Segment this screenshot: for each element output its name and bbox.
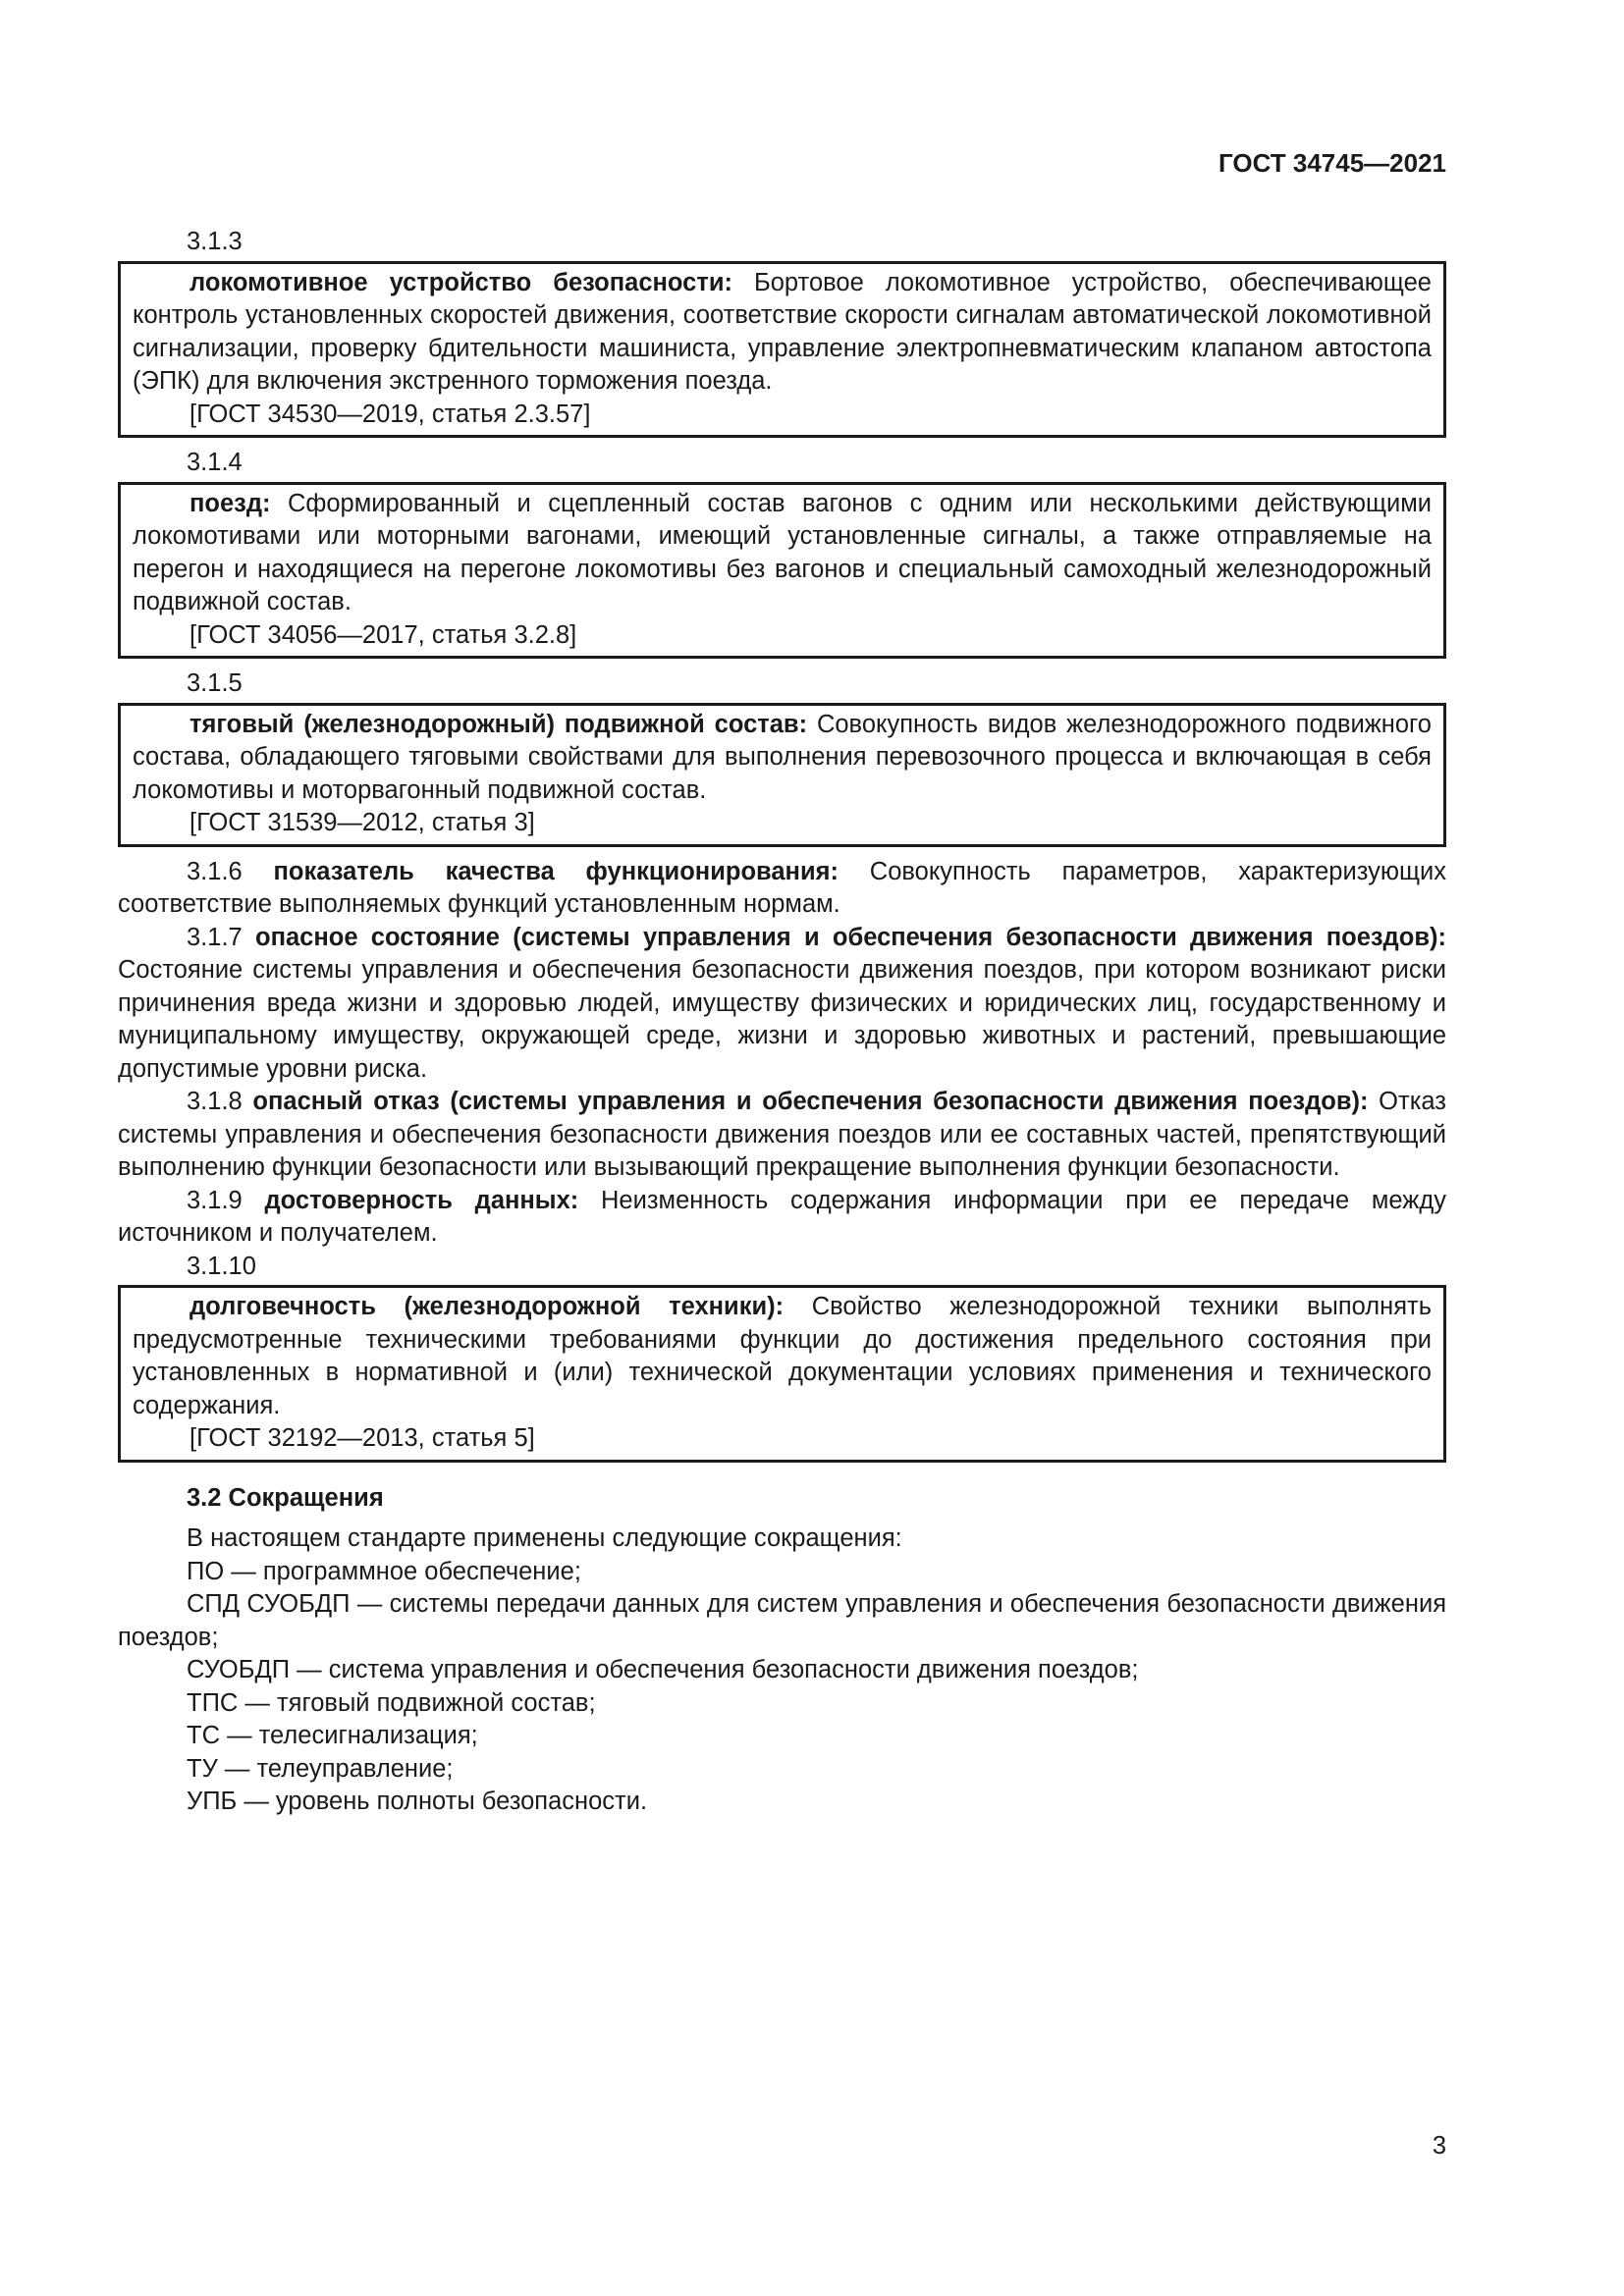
abbreviation-item: СУОБДП — система управления и обеспечения безопасности движения поездов; xyxy=(187,1656,1139,1683)
term-name: опасное состояние (системы управления и обеспечения безопасности движения поездов): xyxy=(255,923,1446,951)
term-box xyxy=(118,703,1446,847)
term-definition: Бортовое локомотивное устройство, обеспечивающее контроль установленных скоростей движения, соответствие скорости сигналам автоматической локомотивной сигнализации, проверку бдительности машиниста, управление электропневматическим клапаном автостопа (ЭПК) для включения экстренного торможения поезда. xyxy=(133,268,1432,395)
term-paragraph xyxy=(133,488,1432,619)
term-box xyxy=(118,1285,1446,1463)
term-name: поезд: xyxy=(189,489,271,517)
term-definition: Отказ системы управления и обеспечения безопасности движения поездов или ее составных частей, препятствующий выполнению функции безопасности или вызывающий прекращение выполнения функции безопасности. xyxy=(118,1088,1446,1181)
abbreviation-item: УПБ — уровень полноты безопасности. xyxy=(187,1788,648,1815)
abbreviation-item: ТУ — телеуправление; xyxy=(187,1754,454,1783)
term-name: тяговый (железнодорожный) подвижной состав: xyxy=(189,710,808,738)
term-source: [ГОСТ 34530—2019, статья 2.3.57] xyxy=(189,400,591,428)
term-number: 3.1.9 xyxy=(187,1186,243,1214)
page-content xyxy=(118,226,1446,1819)
term-source: [ГОСТ 32192—2013, статья 5] xyxy=(189,1424,535,1452)
term-number: 3.1.6 xyxy=(187,857,243,885)
term-paragraph xyxy=(118,1086,1446,1185)
term-paragraph xyxy=(118,922,1446,1087)
term-definition: Совокупность параметров, характеризующих соответствие выполняемых функций установленным нормам. xyxy=(118,857,1446,918)
term-name: долговечность (железнодорожной техники): xyxy=(189,1293,785,1320)
abbreviation-item: ПО — программное обеспечение; xyxy=(187,1557,581,1585)
term-source: [ГОСТ 31539—2012, статья 3] xyxy=(189,809,535,836)
abbreviations-intro: В настоящем стандарте применены следующие сокращения: xyxy=(187,1524,902,1552)
term-number: 3.1.5 xyxy=(187,669,243,697)
abbreviation-item: СПД СУОБДП — системы передачи данных для систем управления и обеспечения безопасности движения поездов; xyxy=(118,1590,1446,1651)
term-definition: Состояние системы управления и обеспечения безопасности движения поездов, при котором возникают риски причинения вреда жизни и здоровью людей, имуществу физических и юридических лиц, государственному и муниципальному имуществу, окружающей среде, жизни и здоровью животных и растений, превышающие допустимые уровни риска. xyxy=(118,956,1446,1083)
term-name: достоверность данных: xyxy=(264,1186,579,1214)
term-number: 3.1.3 xyxy=(187,228,243,255)
term-box xyxy=(118,482,1446,660)
page-number: 3 xyxy=(1432,2132,1446,2160)
term-number: 3.1.4 xyxy=(187,449,243,476)
abbreviation-item: ТС — телесигнализация; xyxy=(187,1722,478,1749)
term-definition: Неизменность содержания информации при ее передаче между источником и получателем. xyxy=(118,1186,1446,1247)
term-number: 3.1.10 xyxy=(187,1252,256,1280)
term-paragraph xyxy=(118,856,1446,922)
term-paragraph xyxy=(118,1185,1446,1251)
term-definition: Свойство железнодорожной техники выполнять предусмотренные техническими требованиями функции до достижения предельного состояния при установленных в нормативной и (или) технической документации условиях применения и технического содержания. xyxy=(133,1293,1432,1419)
term-name: опасный отказ (системы управления и обеспечения безопасности движения поездов): xyxy=(252,1088,1369,1115)
term-box xyxy=(118,261,1446,439)
document-id: ГОСТ 34745—2021 xyxy=(1218,148,1446,178)
term-definition: Сформированный и сцепленный состав вагонов с одним или несколькими действующими локомотивами или моторными вагонами, имеющий установленные сигналы, а также отправляемые на перегон и находящиеся на перегоне локомотивы без вагонов и специальный самоходный железнодорожный подвижной состав. xyxy=(133,489,1432,615)
abbreviation-item: ТПС — тяговый подвижной состав; xyxy=(187,1688,596,1717)
term-definition: Совокупность видов железнодорожного подвижного состава, обладающего тяговыми свойствами для выполнения перевозочного процесса и включающая в себя локомотивы и моторвагонный подвижной состав. xyxy=(133,710,1432,804)
term-paragraph xyxy=(133,1291,1432,1422)
term-number: 3.1.7 xyxy=(187,923,243,951)
term-number: 3.1.8 xyxy=(187,1088,243,1115)
section-heading: 3.2 Сокращения xyxy=(187,1483,384,1512)
term-paragraph xyxy=(133,709,1432,808)
term-source: [ГОСТ 34056—2017, статья 3.2.8] xyxy=(189,620,577,649)
term-name: локомотивное устройство безопасности: xyxy=(189,268,733,296)
term-paragraph xyxy=(133,267,1432,399)
term-name: показатель качества функционирования: xyxy=(273,857,839,885)
